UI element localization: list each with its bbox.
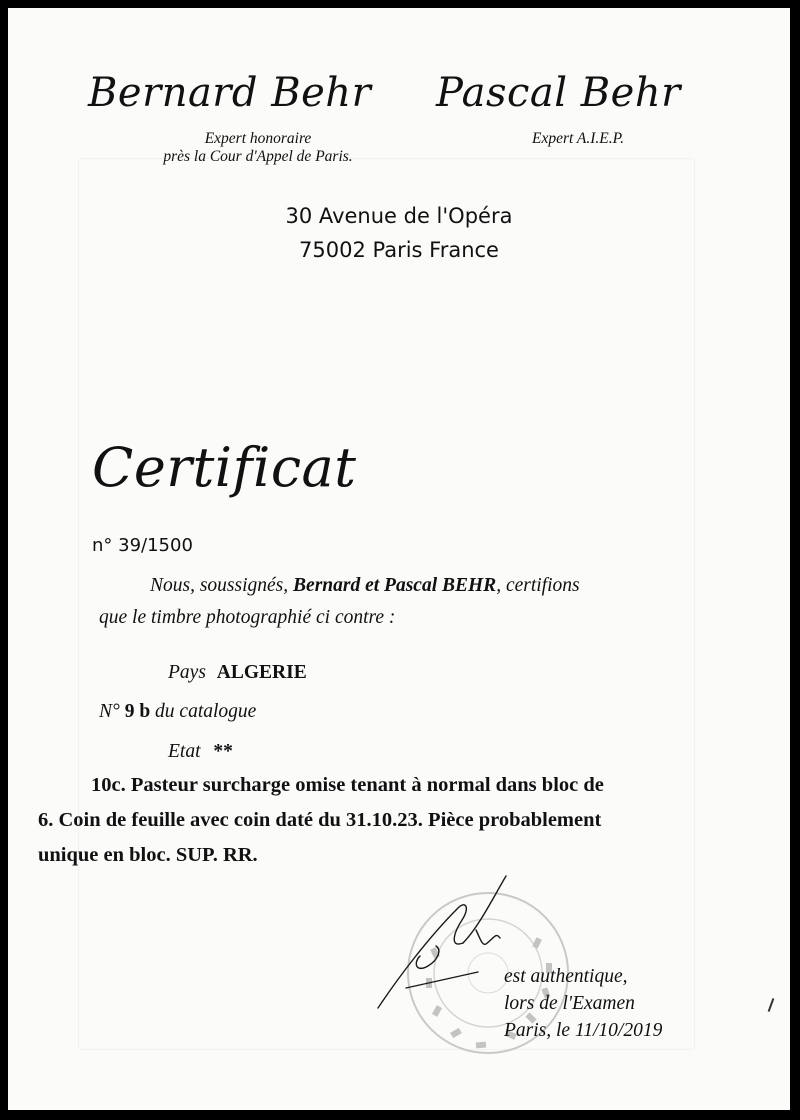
country-row xyxy=(168,662,307,684)
left-header-title-2: près la Cour d'Appel de Paris. xyxy=(163,148,353,165)
left-header-title-1: Expert honoraire xyxy=(204,130,312,147)
description-line-1: 10c. Pasteur surcharge omise tenant à normal dans bloc de xyxy=(91,774,604,796)
catalog-suffix: du catalogue xyxy=(155,701,257,722)
catalog-prefix: N° xyxy=(99,701,120,722)
edge-mark xyxy=(768,998,775,1012)
right-header-signature: Pascal Behr xyxy=(436,70,681,116)
country-label: Pays xyxy=(168,662,206,683)
intro-prefix: Nous, soussignés, xyxy=(150,575,294,596)
state-row xyxy=(168,741,233,763)
right-header-title: Expert A.I.E.P. xyxy=(532,130,624,147)
description-line-3: unique en bloc. SUP. RR. xyxy=(38,844,258,866)
intro-names: Bernard et Pascal BEHR xyxy=(293,575,497,596)
left-header-signature: Bernard Behr xyxy=(88,70,372,116)
intro-line-1 xyxy=(150,575,580,597)
state-label: Etat xyxy=(168,741,201,762)
closing-line-3: Paris, le 11/10/2019 xyxy=(504,1020,663,1041)
intro-line-2: que le timbre photographié ci contre : xyxy=(99,607,396,628)
state-value: ** xyxy=(213,741,233,762)
address-line-2: 75002 Paris France xyxy=(299,238,499,262)
description-line-2: 6. Coin de feuille avec coin daté du 31.10.23. Pièce probablement xyxy=(38,809,602,831)
catalog-row xyxy=(99,701,256,723)
catalog-number: 9 b xyxy=(124,701,151,722)
address-line-1: 30 Avenue de l'Opéra xyxy=(285,204,513,228)
closing-block xyxy=(504,963,662,1044)
country-value: ALGERIE xyxy=(216,662,307,683)
closing-line-1: est authentique, xyxy=(504,966,628,987)
certificate-number: n° 39/1500 xyxy=(92,535,193,556)
certificate-sheet xyxy=(8,8,790,1110)
handwritten-signature xyxy=(378,876,506,1008)
certificate-title: Certificat xyxy=(92,436,357,499)
closing-line-2: lors de l'Examen xyxy=(504,993,635,1014)
intro-suffix: , certifions xyxy=(496,575,580,596)
